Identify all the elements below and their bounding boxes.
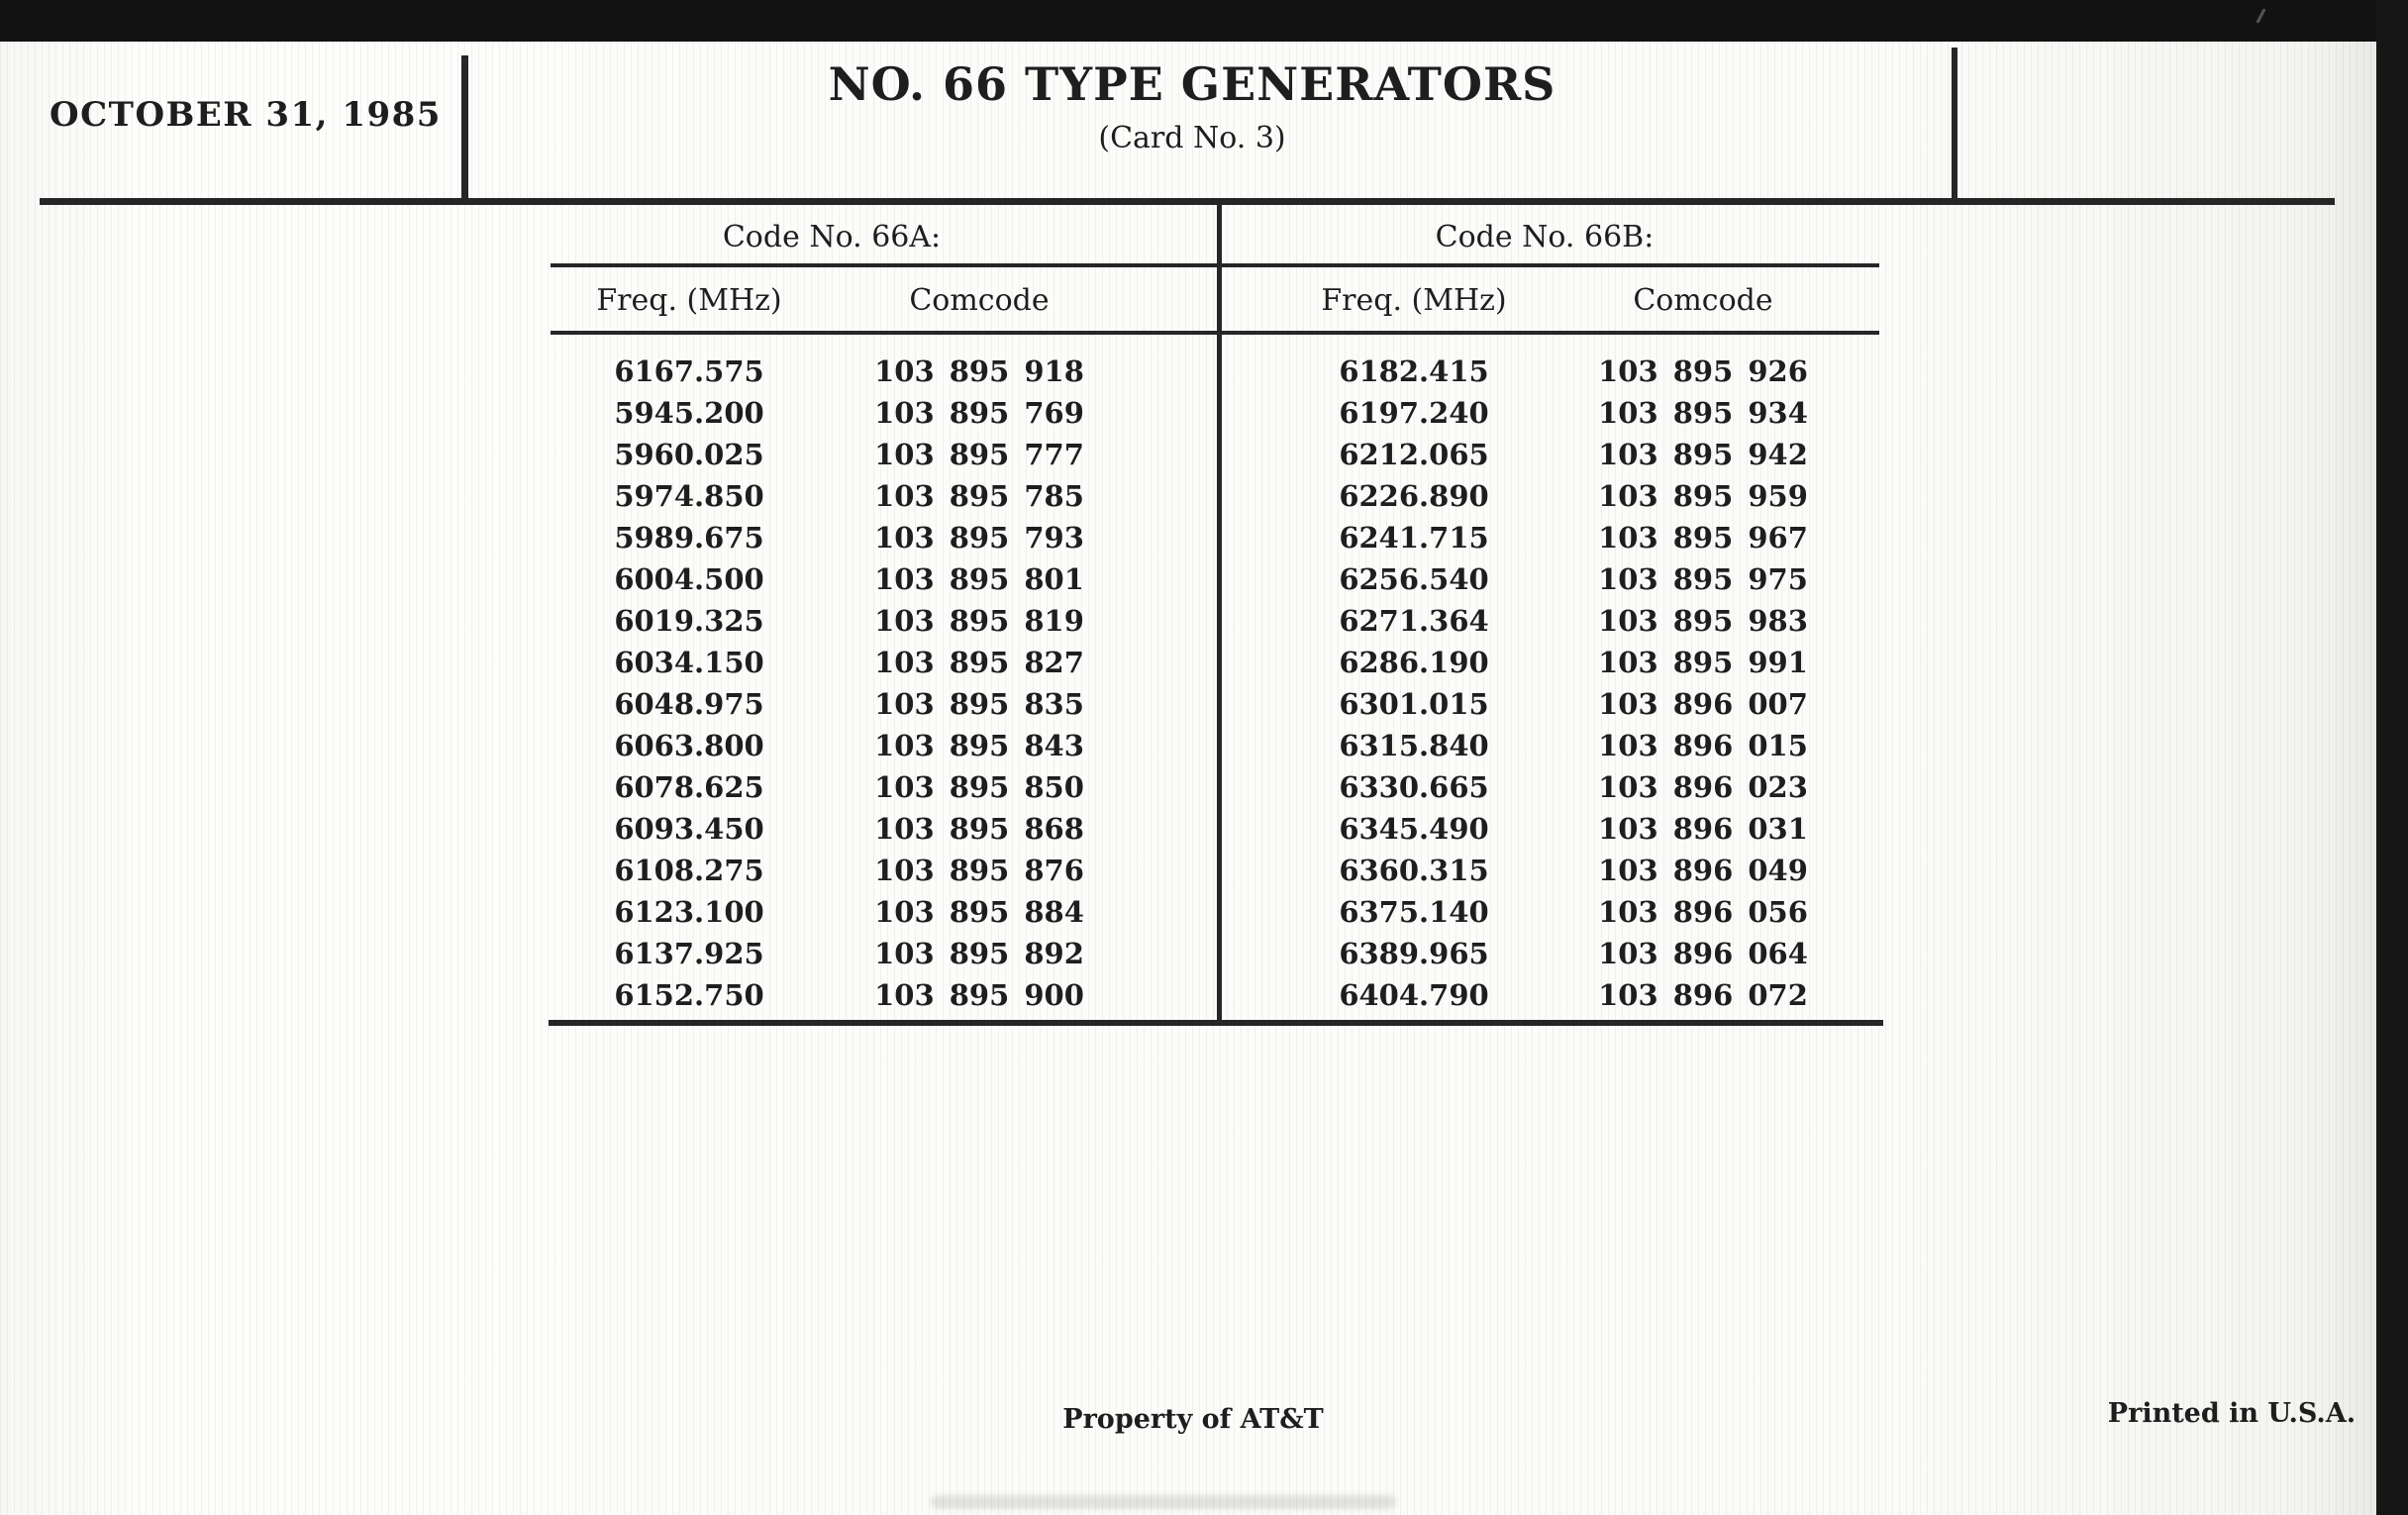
freq-value: 6093.450 [614,812,764,846]
comcode-value: 103 896 072 [1598,978,1808,1012]
freq-value: 6389.965 [1339,937,1489,970]
comcode-value: 103 896 064 [1598,937,1808,970]
freq-value: 6123.100 [614,895,764,929]
footer-property-notice: Property of AT&T [1062,1404,1324,1435]
freq-value: 5974.850 [614,479,764,513]
comcode-value: 103 895 843 [874,729,1084,762]
freq-value: 6301.015 [1339,687,1489,721]
comcode-value: 103 895 959 [1598,479,1808,513]
freq-value: 5960.025 [614,438,764,471]
table-rule-under-labels [551,263,1879,267]
comcode-value: 103 895 918 [874,354,1084,388]
comcode-value: 103 896 023 [1598,770,1808,804]
freq-value: 6315.840 [1339,729,1489,762]
freq-value: 6271.364 [1339,604,1489,638]
column-header-comcode-b: Comcode [1633,283,1773,318]
scan-edge-top [0,0,2408,42]
freq-value: 6226.890 [1339,479,1489,513]
freq-value: 5945.200 [614,396,764,430]
freq-value: 6375.140 [1339,895,1489,929]
comcode-value: 103 895 819 [874,604,1084,638]
header-divider-left [461,55,468,204]
freq-value: 6108.275 [614,854,764,887]
freq-value: 6212.065 [1339,438,1489,471]
section-label-66a: Code No. 66A: [722,220,942,254]
header-rule [40,198,2335,205]
comcode-value: 103 895 934 [1598,396,1808,430]
comcode-value: 103 895 850 [874,770,1084,804]
freq-value: 6360.315 [1339,854,1489,887]
comcode-value: 103 895 801 [874,562,1084,596]
freq-value: 5989.675 [614,521,764,555]
header-divider-right [1952,48,1957,204]
freq-value: 6078.625 [614,770,764,804]
comcode-value: 103 895 892 [874,937,1084,970]
comcode-value: 103 895 835 [874,687,1084,721]
freq-column-66b [1275,351,1553,1016]
column-header-freq-b: Freq. (MHz) [1321,283,1507,318]
card-title: NO. 66 TYPE GENERATORS [828,57,1556,111]
comcode-value: 103 895 967 [1598,521,1808,555]
comcode-value: 103 895 827 [874,646,1084,679]
comcode-value: 103 895 785 [874,479,1084,513]
comcode-value: 103 895 769 [874,396,1084,430]
comcode-value: 103 896 007 [1598,687,1808,721]
freq-value: 6048.975 [614,687,764,721]
card-date: OCTOBER 31, 1985 [50,95,442,135]
freq-value: 6330.665 [1339,770,1489,804]
freq-value: 6345.490 [1339,812,1489,846]
comcode-column-66a [831,351,1128,1016]
freq-value: 6286.190 [1339,646,1489,679]
freq-value: 6152.750 [614,978,764,1012]
comcode-value: 103 895 793 [874,521,1084,555]
table-bottom-rule [549,1020,1883,1026]
freq-value: 6197.240 [1339,396,1489,430]
freq-value: 6063.800 [614,729,764,762]
comcode-value: 103 895 900 [874,978,1084,1012]
comcode-value: 103 895 983 [1598,604,1808,638]
card-subtitle: (Card No. 3) [1098,121,1286,155]
footer-printed-notice: Printed in U.S.A. [2107,1398,2357,1429]
comcode-value: 103 895 777 [874,438,1084,471]
freq-value: 6034.150 [614,646,764,679]
table-center-divider [1217,203,1222,1026]
scan-smudge-bottom [931,1495,1396,1509]
comcode-value: 103 895 975 [1598,562,1808,596]
comcode-value: 103 895 942 [1598,438,1808,471]
comcode-value: 103 895 991 [1598,646,1808,679]
table-rule-under-headers [551,331,1879,335]
comcode-value: 103 896 049 [1598,854,1808,887]
column-header-comcode-a: Comcode [909,283,1050,318]
comcode-column-66b [1555,351,1852,1016]
freq-value: 6256.540 [1339,562,1489,596]
freq-value: 6404.790 [1339,978,1489,1012]
column-header-freq-a: Freq. (MHz) [596,283,782,318]
freq-value: 6019.325 [614,604,764,638]
freq-column-66a [551,351,828,1016]
comcode-value: 103 895 884 [874,895,1084,929]
freq-value: 6137.925 [614,937,764,970]
comcode-value: 103 896 031 [1598,812,1808,846]
comcode-value: 103 896 056 [1598,895,1808,929]
freq-value: 6167.575 [614,354,764,388]
scan-edge-right [2376,0,2408,1515]
freq-value: 6004.500 [614,562,764,596]
comcode-value: 103 895 868 [874,812,1084,846]
comcode-value: 103 895 926 [1598,354,1808,388]
freq-value: 6241.715 [1339,521,1489,555]
comcode-value: 103 896 015 [1598,729,1808,762]
section-label-66b: Code No. 66B: [1435,220,1655,254]
freq-value: 6182.415 [1339,354,1489,388]
comcode-value: 103 895 876 [874,854,1084,887]
